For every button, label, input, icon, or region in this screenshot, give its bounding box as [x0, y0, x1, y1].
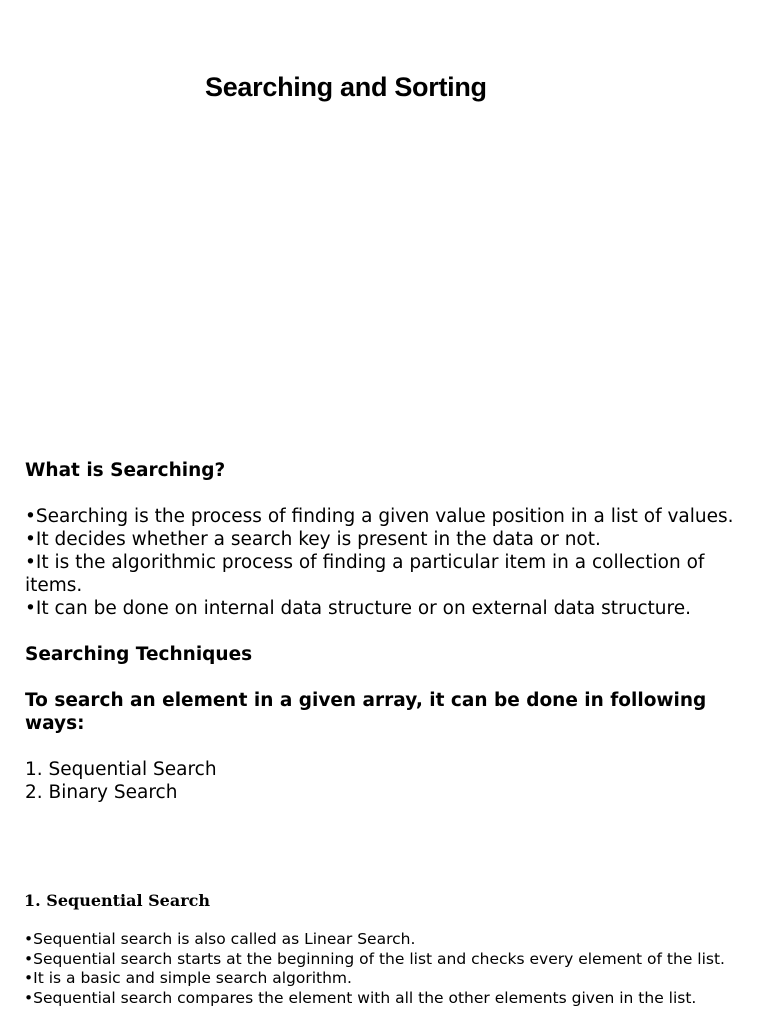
- what-is-searching-heading: What is Searching?: [25, 460, 226, 481]
- spacer: [25, 666, 750, 689]
- spacer: [25, 620, 750, 643]
- sequential-search-heading: 1. Sequential Search: [24, 891, 211, 910]
- searching-bullet-list: [25, 505, 750, 620]
- searching-bullet: •It can be done on internal data structure or on external data structure.: [25, 598, 691, 619]
- searching-bullet: •It decides whether a search key is present in the data or not.: [25, 529, 601, 550]
- technique-item: 2. Binary Search: [25, 782, 178, 803]
- sequential-search-section: [24, 890, 749, 1008]
- searching-techniques-heading: Searching Techniques: [25, 644, 253, 665]
- searching-section: [25, 459, 750, 804]
- techniques-intro: To search an element in a given array, it can be done in following ways:: [25, 690, 707, 734]
- searching-bullet: •Searching is the process of finding a given value position in a list of values.: [25, 506, 734, 527]
- sequential-search-bullet: •Sequential search compares the element with all the other elements given in the list.: [24, 988, 697, 1007]
- page-title: Searching and Sorting: [205, 72, 487, 102]
- sequential-search-bullet-list: [24, 930, 749, 1008]
- sequential-search-bullet: •Sequential search is also called as Linear Search.: [24, 930, 416, 948]
- sequential-search-bullet: •It is a basic and simple search algorithm.: [24, 969, 352, 987]
- spacer: [25, 482, 750, 505]
- sequential-search-bullet: •Sequential search starts at the beginning of the list and checks every element of the list.: [24, 949, 725, 968]
- spacer: [25, 735, 750, 758]
- techniques-list: [25, 758, 750, 804]
- technique-item: 1. Sequential Search: [25, 759, 217, 780]
- searching-bullet: •It is the algorithmic process of finding a particular item in a collection of items.: [25, 552, 705, 596]
